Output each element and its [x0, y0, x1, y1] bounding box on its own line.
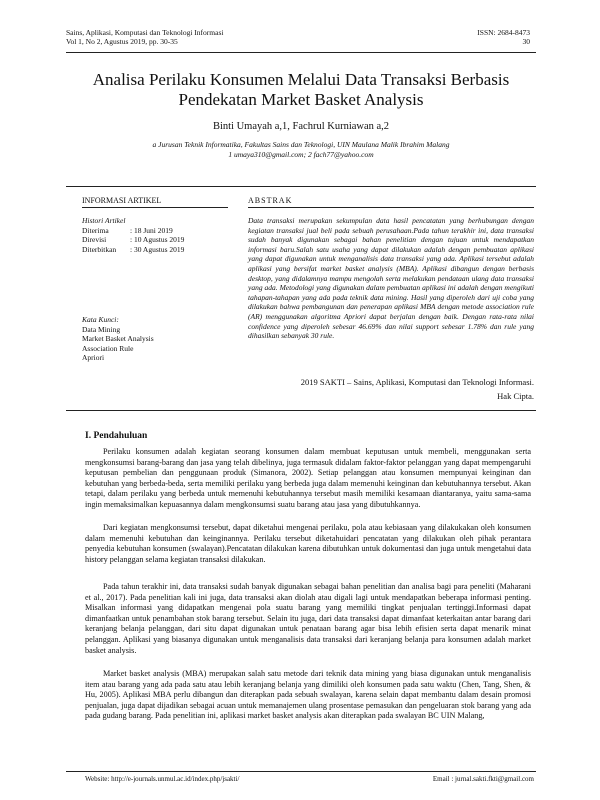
volume-info: Vol 1, No 2, Agustus 2019, pp. 30-35 — [66, 37, 178, 46]
affiliation-block — [66, 140, 536, 159]
issn: ISSN: 2684-8473 — [477, 28, 530, 37]
article-history — [82, 216, 232, 254]
abstract-bottom-rule — [66, 410, 536, 411]
history-value: : 18 Juni 2019 — [130, 225, 173, 235]
abstract-label: ABSTRAK — [248, 196, 293, 205]
keyword: Market Basket Analysis — [82, 334, 154, 344]
abstract-text: Data transaksi merupakan sekumpulan data hasil pencatatan yang berhubungan dengan kegiatan transaksi jual beli pada sebuah perusahaan.Pada tahun terakhir ini, data transaksi sudah banyak digunakan sebagai bahan penelitian dengan tujuan untuk mendapatkan informasi baru.Salah satu usaha yang dapat dilakukan adalah dengan pembuatan aplikasi yang dapat digunakan untuk menganalisis data transaksi yang ada. Aplikasi tersebut adalah aplikasi yang bersifat market basket analysis (MBA). Aplikasi dibangun dengan berbasis desktop, yang didalamnya mampu mengolah serta melakukan pendataan ulang data transaksi yang ada. Metodologi yang digunakan dalam pembuatan aplikasi ini adalah dengan mengikuti tahapan-tahapan yang ada pada teknik data mining. Hasil yang diperoleh dari uji coba yang dilakukan bahwa pembangunan dan penerapan aplikasi MBA dengan metode association rule (AR) menggunakan algoritma Apriori dapat berjalan dengan baik. Dengan rata-rata nilai confidence yang diperoleh sebesar 46.69% dan nilai support sebesar 1.78% dan rule yang dihasilkan sebanyak 30 rule. — [248, 216, 534, 341]
body-paragraph — [85, 669, 531, 722]
history-key: Diterbitkan — [82, 244, 117, 254]
body-paragraph — [85, 447, 531, 511]
running-header-right — [477, 28, 530, 46]
info-rule — [82, 207, 228, 208]
keyword: Association Rule — [82, 343, 134, 353]
paragraph-text: Perilaku konsumen adalah kegiatan seorang konsumen dalam membuat keputusan untuk membeli, menggunakan serta mengkonsumsi barang-barang dan jasa yang telah dibelinya, juga termasuk didalam faktor-faktor pelanggan yang dapat mempengaruhi keputusan pembelian dan penggunaan produk (Simanora, 2002). Setiap pelanggan atau konsumen mempunyai keinginan dan kebutuhan yang berbeda-beda, serta memiliki perilaku yang berbeda juga dalam memenuhi keinginan dan kebutuhannya tersebut. Akan tetapi, dalam perilaku yang berbeda untuk memenuhi kebutuhannya tersebut masih memiliki kesamaan diantaranya, yaitu sama-sama ingin memaksimalkan kepuasannya dalam mengkonsumsi suatu barang atau jasa yang dibutuhkannya. — [85, 447, 531, 509]
body-paragraph — [85, 582, 531, 656]
abstract-rule — [248, 207, 534, 208]
history-heading: Histori Artikel — [82, 216, 126, 225]
keyword: Data Mining — [82, 324, 121, 334]
journal-name: Sains, Aplikasi, Komputasi dan Teknologi Informasi — [66, 28, 224, 37]
title-line-2: Pendekatan Market Basket Analysis — [178, 90, 424, 109]
copyright-line-1: 2019 SAKTI – Sains, Aplikasi, Komputasi dan Teknologi Informasi. — [300, 377, 534, 387]
paragraph-text: Pada tahun terakhir ini, data transaksi sudah banyak digunakan sebagai bahan penelitian dan analisa bagi para peneliti (Maharani et al., 2017). Pada penelitian kali ini juga, data transaksi akan diolah atau digali lagi untuk mendapatkan beberapa informasi penting. Misalkan informasi yang didapatkan mengenai pola suatu barang yang memiliki tingkat penjualan tertinggi.Informasi dapat dimanfaatkan untuk penambahan stok barang tersebut. Selain itu juga, dari data transaksi dapat dimanfaat keterkaitan antar barang dari keranjang belanja pelanggan, dari situ dapat digunakan untuk penataan barang agar bisa lebih efisien serta dapat menarik minat pelanggan. Aplikasi yang biasanya digunakan untuk menganalisis data transaksi dari keranjang belanja para konsumen adalah market basket analysis. — [85, 582, 531, 655]
paragraph-text: Market basket analysis (MBA) merupakan salah satu metode dari teknik data mining yang biasa digunakan untuk menganalisis item atau barang yang ada pada satu atau lebih keranjang belanja yang dimiliki oleh konsumen pada satu waktu (Chen, Tang, Shen, & Hu, 2005). Aplikasi MBA perlu dibangun dan diterapkan pada sebuah swalayan, karena selain dapat membantu dalam desain promosi penjualan, juga dapat dijadikan sebagai acuan untuk memanajemen ulang prosentase pemasukan dan pengeluaran stok barang yang ada pada gudang barang. Pada penelitian ini, aplikasi market basket analysis akan diterapkan pada swalayan BC UIN Malang, — [85, 669, 531, 721]
history-row — [82, 226, 232, 236]
copyright-line-2: Hak Cipta. — [497, 391, 534, 401]
affiliation: a Jurusan Teknik Informatika, Fakultas Sains dan Teknologi, UIN Maulana Malik Ibrahim Malang — [152, 140, 450, 149]
copyright-block — [234, 375, 534, 403]
paragraph-text: Dari kegiatan mengkonsumsi tersebut, dapat diketahui mengenai perilaku, pola atau kebiasaan yang dilakukakan oleh konsumen dalam memenuhi kebutuhan dan keinginannya. Perilaku tersebut diketahuidari pencatatan yang dilakukan oleh pihak perantara penyedia kebutuhan konsumen (swalayan).Pencatatan dilakukan karena dibutuhkan untuk dokumentasi dan juga untuk mengetahui data history pelanggan selama kegiatan transaksi dilakukan. — [85, 523, 531, 564]
running-header-left — [66, 28, 223, 46]
section-heading: I. Pendahuluan — [85, 431, 148, 441]
authors: Binti Umayah a,1, Fachrul Kurniawan a,2 — [212, 121, 390, 132]
author-emails: 1 umaya310@gmail.com; 2 fach77@yahoo.com — [228, 149, 374, 159]
info-section-label: INFORMASI ARTIKEL — [82, 196, 162, 205]
page-number: 30 — [522, 37, 530, 46]
footer-email: Email : jurnal.sakti.fkti@gmail.com — [432, 775, 534, 783]
keyword: Apriori — [82, 353, 105, 363]
history-row — [82, 235, 232, 245]
keywords-block — [82, 315, 232, 363]
history-key: Diterima — [82, 225, 109, 235]
history-key: Direvisi — [82, 235, 107, 245]
history-value: : 10 Agustus 2019 — [130, 235, 185, 245]
title-line-1: Analisa Perilaku Konsumen Melalui Data Transaksi Berbasis — [92, 70, 510, 89]
keywords-heading: Kata Kunci: — [82, 315, 119, 324]
history-row — [82, 245, 232, 255]
footer-website: Website: http://e-journals.unmul.ac.id/index.php/jsakti/ — [85, 775, 240, 783]
top-section-rule — [66, 186, 536, 187]
paper-title — [66, 70, 536, 110]
history-value: : 30 Agustus 2019 — [130, 244, 185, 254]
header-rule — [66, 52, 536, 53]
footer-rule — [66, 771, 536, 772]
body-paragraph — [85, 523, 531, 565]
